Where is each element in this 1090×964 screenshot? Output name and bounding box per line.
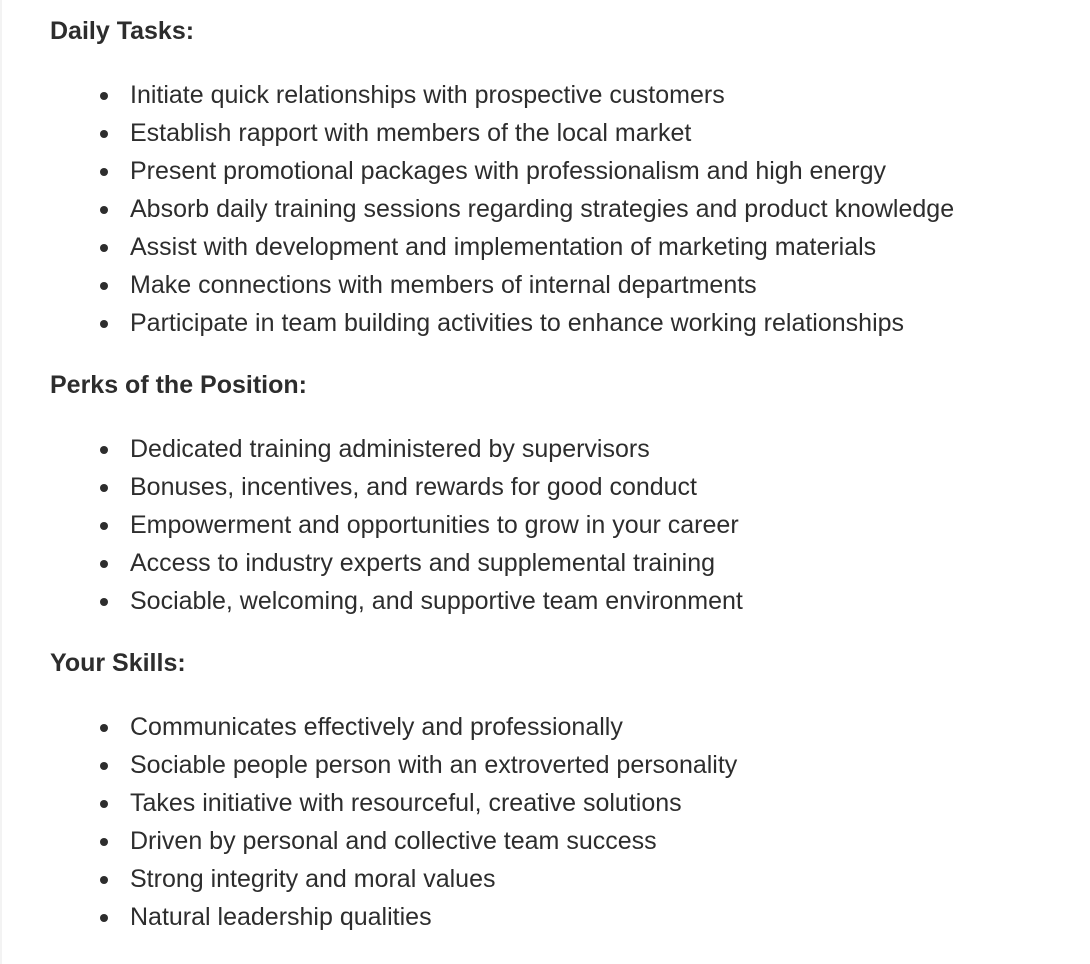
list-item	[50, 114, 1080, 152]
list-item-text: Communicates effectively and professionally	[130, 713, 623, 741]
list-item	[50, 228, 1080, 266]
daily-tasks-list	[50, 76, 1080, 342]
bullet-icon	[100, 800, 108, 808]
list-item	[50, 544, 1080, 582]
bullet-icon	[100, 484, 108, 492]
bullet-icon	[100, 522, 108, 530]
bullet-icon	[100, 560, 108, 568]
bullet-icon	[100, 876, 108, 884]
list-item	[50, 506, 1080, 544]
section-heading-daily-tasks: Daily Tasks:	[50, 17, 195, 45]
section-your-skills	[50, 646, 1080, 936]
list-item	[50, 746, 1080, 784]
list-item	[50, 582, 1080, 620]
page-edge-divider	[0, 0, 2, 964]
list-item-text: Initiate quick relationships with prospective customers	[130, 81, 725, 109]
list-item	[50, 152, 1080, 190]
list-item	[50, 898, 1080, 936]
bullet-icon	[100, 446, 108, 454]
bullet-icon	[100, 244, 108, 252]
list-item	[50, 468, 1080, 506]
list-item-text: Driven by personal and collective team success	[130, 827, 657, 855]
list-item	[50, 784, 1080, 822]
list-item-text: Assist with development and implementation of marketing materials	[130, 233, 877, 261]
section-heading-perks: Perks of the Position:	[50, 371, 307, 399]
list-item-text: Bonuses, incentives, and rewards for good conduct	[130, 473, 698, 501]
list-item-text: Absorb daily training sessions regarding strategies and product knowledge	[130, 195, 955, 223]
section-heading-your-skills: Your Skills:	[50, 649, 186, 677]
list-item-text: Present promotional packages with professionalism and high energy	[130, 157, 886, 185]
list-item	[50, 266, 1080, 304]
bullet-icon	[100, 724, 108, 732]
list-item	[50, 822, 1080, 860]
list-item-text: Empowerment and opportunities to grow in your career	[130, 511, 739, 539]
list-item-text: Strong integrity and moral values	[130, 865, 496, 893]
list-item-text: Natural leadership qualities	[130, 903, 432, 931]
bullet-icon	[100, 282, 108, 290]
list-item-text: Access to industry experts and supplemental training	[130, 549, 716, 577]
bullet-icon	[100, 914, 108, 922]
perks-list	[50, 430, 1080, 620]
list-item-text: Sociable, welcoming, and supportive team environment	[130, 587, 743, 615]
section-daily-tasks	[50, 14, 1080, 342]
list-item	[50, 860, 1080, 898]
bullet-icon	[100, 320, 108, 328]
bullet-icon	[100, 130, 108, 138]
bullet-icon	[100, 92, 108, 100]
bullet-icon	[100, 838, 108, 846]
job-description	[50, 14, 1080, 936]
list-item-text: Sociable people person with an extroverted personality	[130, 751, 738, 779]
list-item-text: Dedicated training administered by supervisors	[130, 435, 650, 463]
list-item-text: Establish rapport with members of the local market	[130, 119, 692, 147]
list-item	[50, 304, 1080, 342]
list-item	[50, 76, 1080, 114]
list-item-text: Participate in team building activities to enhance working relationships	[130, 309, 905, 337]
list-item	[50, 430, 1080, 468]
bullet-icon	[100, 762, 108, 770]
list-item-text: Make connections with members of internal departments	[130, 271, 757, 299]
skills-list	[50, 708, 1080, 936]
list-item	[50, 708, 1080, 746]
bullet-icon	[100, 168, 108, 176]
list-item-text: Takes initiative with resourceful, creative solutions	[130, 789, 682, 817]
section-perks	[50, 368, 1080, 620]
bullet-icon	[100, 206, 108, 214]
bullet-icon	[100, 598, 108, 606]
list-item	[50, 190, 1080, 228]
